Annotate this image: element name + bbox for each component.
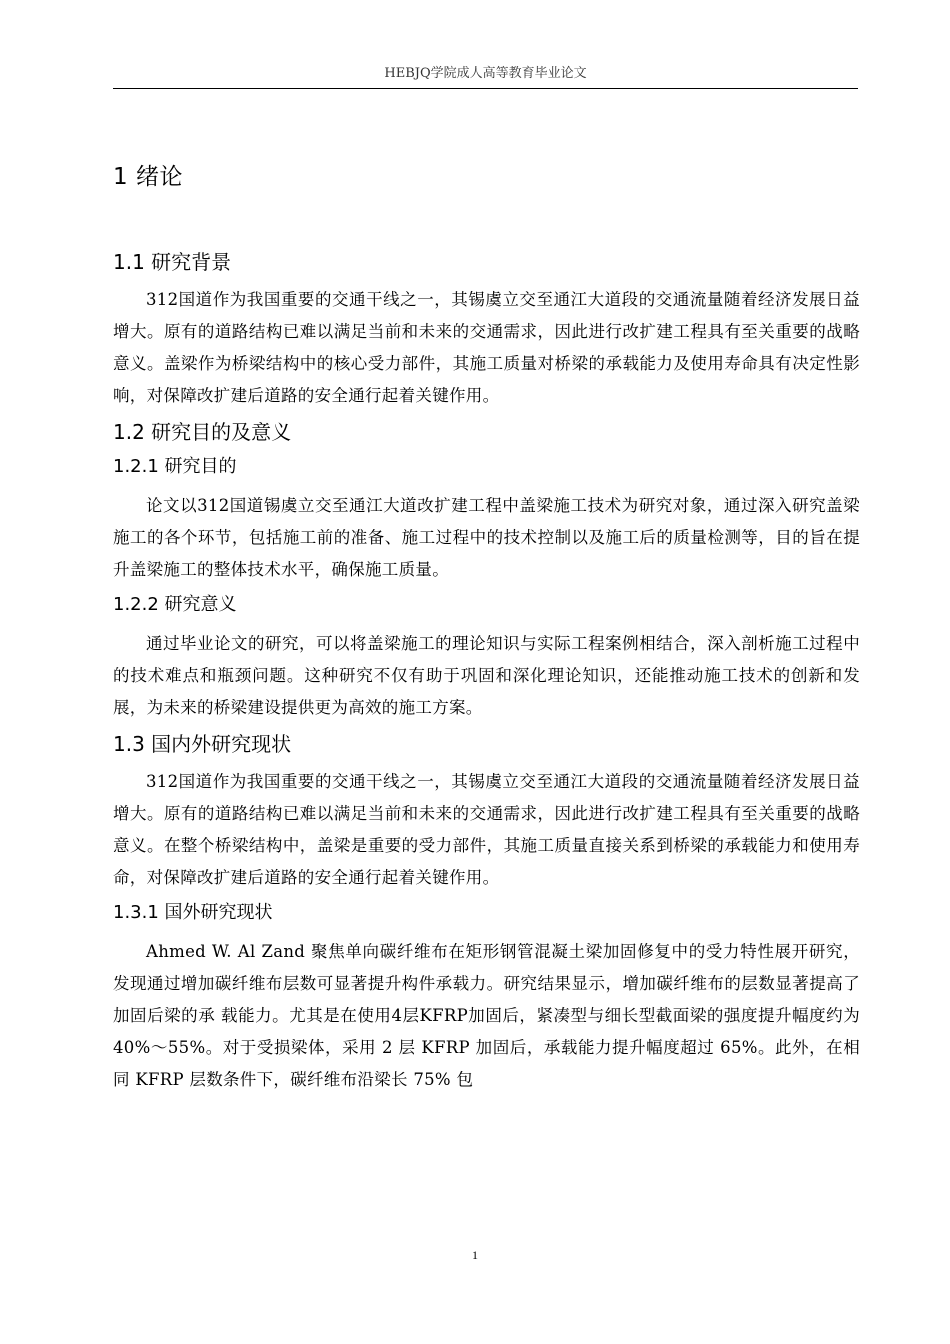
section-title-1-1: 1.1 研究背景	[113, 250, 232, 274]
page-header: HEBJQ学院成人高等教育毕业论文	[384, 66, 587, 81]
section-title-1-2-1: 1.2.1 研究目的	[113, 456, 237, 477]
paragraph-1-1: 312国道作为我国重要的交通干线之一，其锡虞立交至通江大道段的交通流量随着经济发展日益增大。原有的道路结构已难以满足当前和未来的交通需求，因此进行改扩建工程具有至关重要的战略意义。盖梁作为桥梁结构中的核心受力部件，其施工质量对桥梁的承载能力及使用寿命具有决定性影响，对保障改扩建后道路的安全通行起着关键作用。	[113, 290, 860, 405]
section-title-1-2-2: 1.2.2 研究意义	[113, 594, 237, 615]
page-content	[113, 150, 860, 1102]
paragraph-1-3-1: Ahmed W. Al Zand 聚焦单向碳纤维布在矩形钢管混凝土梁加固修复中的受力特性展开研究，发现通过增加碳纤维布层数可显著提升构件承载力。研究结果显示，增加碳纤维布的层数显著提高了加固后梁的承 载能力。尤其是在使用4层KFRP加固后，紧凑型与细长型截面梁的强度提升幅度约为 40%～55%。对于受损梁体，采用 2 层 KFRP 加固后，承载能力提升幅度超过 65%。此外，在相同 KFRP 层数条件下，碳纤维布沿梁长 75% 包	[113, 942, 860, 1089]
paragraph-1-2-2: 通过毕业论文的研究，可以将盖梁施工的理论知识与实际工程案例相结合，深入剖析施工过程中的技术难点和瓶颈问题。这种研究不仅有助于巩固和深化理论知识，还能推动施工技术的创新和发展，为未来的桥梁建设提供更为高效的施工方案。	[113, 634, 860, 717]
paragraph-1-3: 312国道作为我国重要的交通干线之一，其锡虞立交至通江大道段的交通流量随着经济发展日益增大。原有的道路结构已难以满足当前和未来的交通需求，因此进行改扩建工程具有至关重要的战略意义。在整个桥梁结构中，盖梁是重要的受力部件，其施工质量直接关系到桥梁的承载能力和使用寿命，对保障改扩建后道路的安全通行起着关键作用。	[113, 772, 860, 887]
chapter-title: 1 绪论	[113, 164, 183, 190]
section-title-1-3-1: 1.3.1 国外研究现状	[113, 902, 273, 923]
paragraph-1-2-1: 论文以312国道锡虞立交至通江大道改扩建工程中盖梁施工技术为研究对象，通过深入研究盖梁施工的各个环节，包括施工前的准备、施工过程中的技术控制以及施工后的质量检测等，目的旨在提升盖梁施工的整体技术水平，确保施工质量。	[113, 496, 860, 579]
section-title-1-3: 1.3 国内外研究现状	[113, 732, 292, 756]
header-rule	[113, 88, 858, 89]
section-title-1-2: 1.2 研究目的及意义	[113, 420, 292, 444]
page-number: 1	[472, 1248, 478, 1262]
